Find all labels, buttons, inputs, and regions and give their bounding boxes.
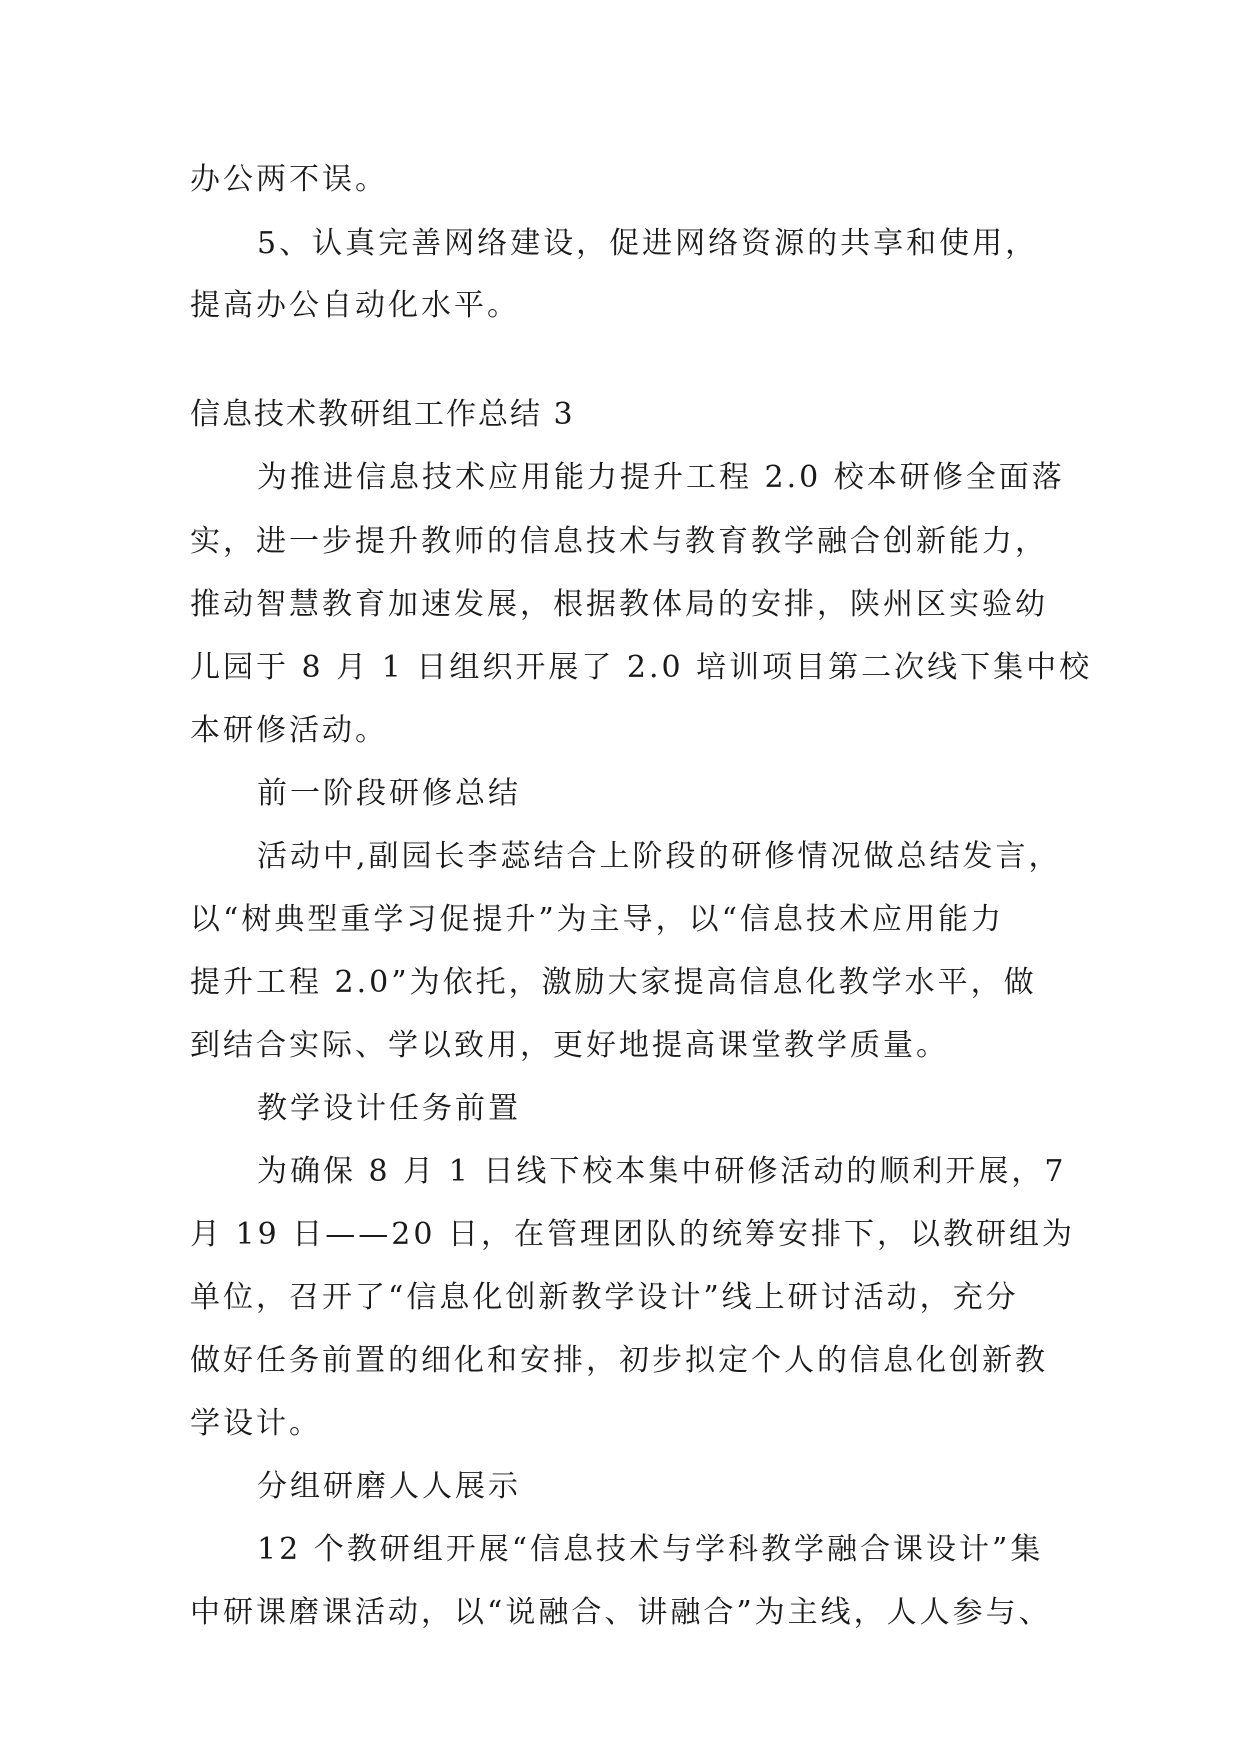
text-line: 提升工程 2.0”为依托，激励大家提高信息化教学水平，做 (190, 965, 1037, 1000)
text-line: 活动中,副园长李蕊结合上阶段的研修情况做总结发言， (257, 839, 1062, 874)
text-line: 月 19 日——20 日，在管理团队的统筹安排下，以教研组为 (190, 1217, 1075, 1252)
text-line: 12 个教研组开展“信息技术与学科教学融合课设计”集 (257, 1532, 1044, 1567)
text-line: 5、认真完善网络建设，促进网络资源的共享和使用， (257, 226, 1039, 261)
text-line: 为推进信息技术应用能力提升工程 2.0 校本研修全面落 (257, 460, 1065, 495)
text-line: 中研课磨课活动，以“说融合、讲融合”为主线，人人参与、 (190, 1595, 1052, 1630)
text-line: 做好任务前置的细化和安排，初步拟定个人的信息化创新教 (190, 1343, 1048, 1378)
subheading: 教学设计任务前置 (257, 1091, 521, 1126)
text-line: 学设计。 (190, 1406, 322, 1441)
subheading: 前一阶段研修总结 (257, 776, 521, 811)
text-line: 办公两不误。 (190, 162, 388, 197)
text-line: 本研修活动。 (190, 713, 388, 748)
text-line: 单位，召开了“信息化创新教学设计”线上研讨活动，充分 (190, 1280, 1019, 1315)
text-line: 儿园于 8 月 1 日组织开展了 2.0 培训项目第二次线下集中校 (190, 650, 1093, 685)
text-line: 提高办公自动化水平。 (190, 288, 520, 323)
text-line: 为确保 8 月 1 日线下校本集中研修活动的顺利开展，7 (257, 1154, 1067, 1189)
text-line: 以“树典型重学习促提升”为主导，以“信息技术应用能力 (190, 902, 1005, 937)
subheading: 分组研磨人人展示 (257, 1469, 521, 1504)
text-line: 实，进一步提升教师的信息技术与教育教学融合创新能力， (190, 524, 1048, 559)
text-line: 推动智慧教育加速发展，根据教体局的安排，陕州区实验幼 (190, 587, 1048, 622)
section-title: 信息技术教研组工作总结 3 (190, 397, 575, 432)
text-line: 到结合实际、学以致用，更好地提高课堂教学质量。 (190, 1028, 949, 1063)
